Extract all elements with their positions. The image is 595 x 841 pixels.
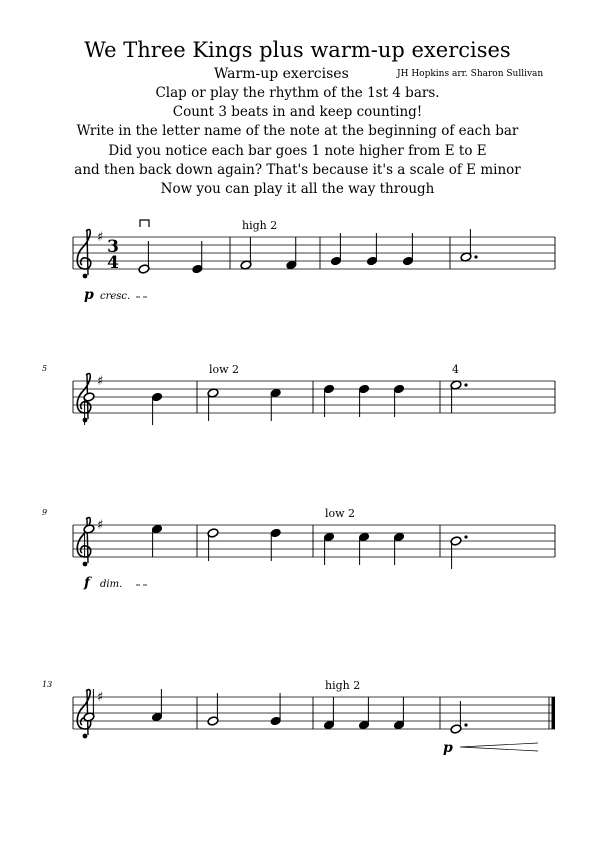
note-dot [464,535,467,538]
instruction-line-6: Now you can play it all the way through [160,181,435,197]
key-signature-sharp: ♯ [97,374,104,389]
treble-clef-dot [83,274,88,279]
note-dot [474,255,477,258]
instruction-line-3: Write in the letter name of the note at the beginning of each bar [76,123,519,139]
measure-number: 9 [42,508,48,517]
fingering-annotation: high 2 [242,219,278,232]
fingering-annotation: high 2 [325,679,361,692]
instruction-line-2: Count 3 beats in and keep counting! [172,104,423,120]
instruction-line-1: Clap or play the rhythm of the 1st 4 bars. [155,85,440,101]
instruction-line-4: Did you notice each bar goes 1 note higher from E to E [108,143,487,159]
dynamic-mark: p [443,740,453,756]
score-title: We Three Kings plus warm-up exercises [84,38,511,62]
instruction-line-5: and then back down again? That's because it's a scale of E minor [74,162,521,178]
treble-clef-curve [77,518,91,557]
fingering-annotation: low 2 [209,363,240,376]
score-subtitle: Warm-up exercises [214,66,349,82]
fingering-annotation: 4 [452,363,459,376]
time-signature-bottom: 4 [107,253,119,273]
key-signature-sharp: ♯ [97,690,104,705]
down-bow-icon [140,220,149,227]
treble-clef-curve [77,230,91,269]
treble-clef-dot [83,562,88,567]
key-signature-sharp: ♯ [97,518,104,533]
treble-clef-curve [77,690,91,729]
treble-clef-dot [83,734,88,739]
fingering-annotation: low 2 [325,507,356,520]
note-dot [464,383,467,386]
dynamic-mark: f [84,575,91,591]
measure-number: 5 [42,364,48,373]
measure-number: 13 [42,680,53,689]
note-dot [464,723,467,726]
decrescendo-hairpin [460,743,538,751]
final-barline [552,697,556,729]
dynamic-text: cresc. [100,291,131,302]
composer-credit: JH Hopkins arr. Sharon Sullivan [397,69,544,79]
key-signature-sharp: ♯ [97,230,104,245]
time-signature-top: 3 [107,237,119,257]
treble-clef-stem [87,231,88,275]
dynamic-text: dim. [100,579,123,590]
dynamic-mark: p [84,287,94,303]
